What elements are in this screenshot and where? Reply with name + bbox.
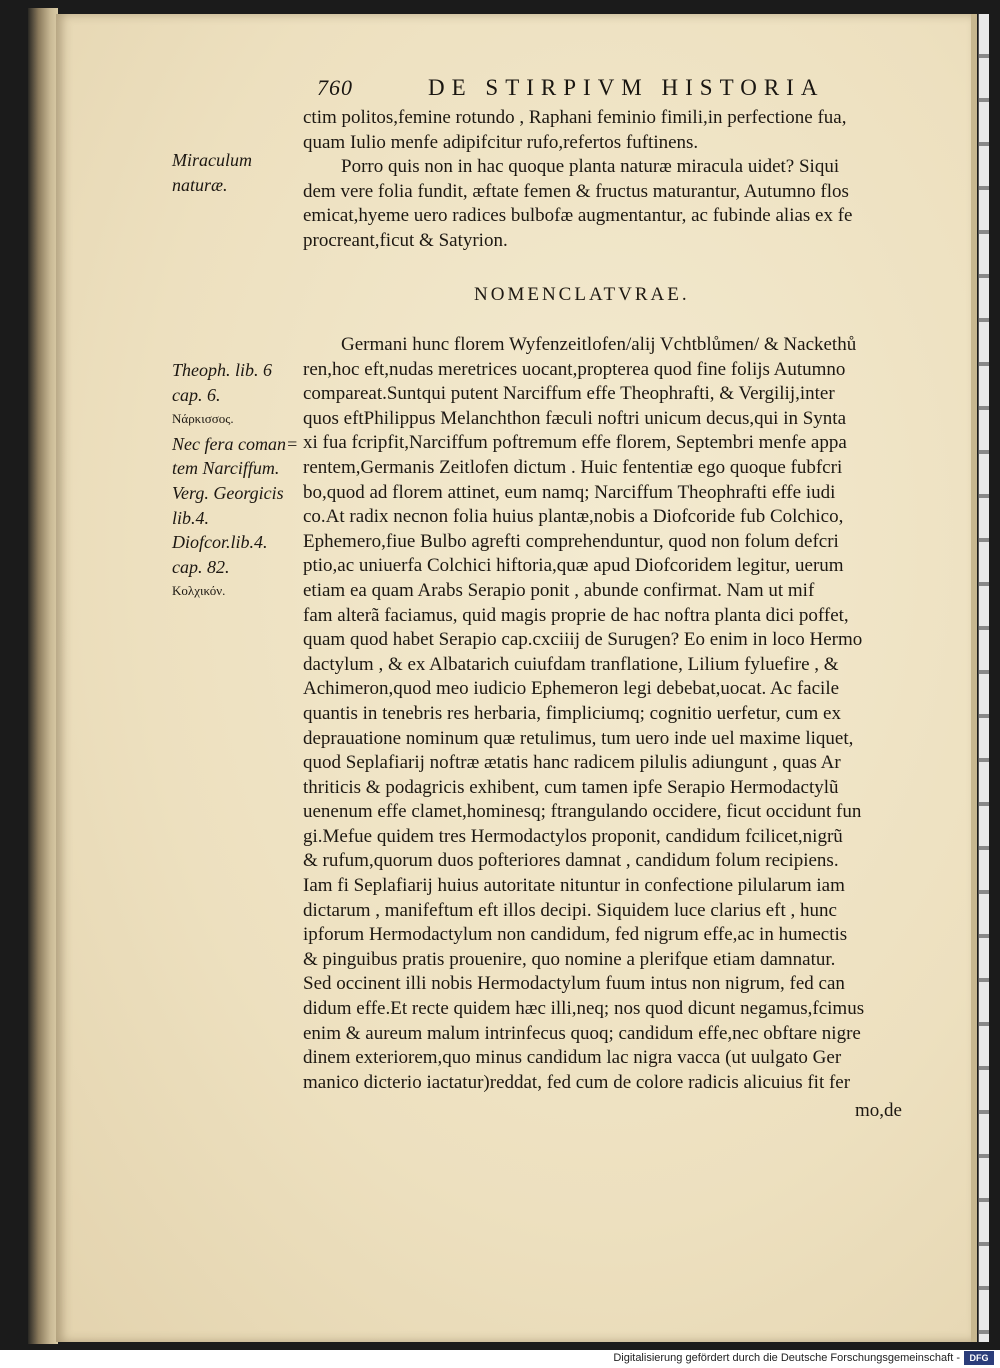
text-line: co.At radix necnon folia huius plantæ,nobis a Diofcoride fub Colchico, [303,506,844,528]
text-line: Porro quis non in hac quoque planta naturæ miracula uidet? Siqui [341,156,840,178]
text-line: deprauatione nominum quæ retulimus, tum uero inde uel maxime liquet, [303,727,854,749]
text-line: ptio,ac uniuerfa Colchici hiftoria,quæ apud Diofcoridem legitur, uerum [303,555,844,577]
text-line: didum effe.Et recte quidem hæc illi,neq; nos quod dicunt negamus,fcimus [303,998,865,1020]
text-line: quantis in tenebris res herbaria, fimpliciumq; cognitio uerfetur, cum ex [303,702,841,724]
marginal-note-miraculum [172,148,252,197]
marginal-line: lib.4. [172,507,210,528]
text-line: dinem exteriorem,quo minus candidum lac nigra vacca (ut uulgato Ger [303,1047,842,1069]
text-line: & rufum,quorum duos pofteriores damnat , candidum folum recipiens. [303,850,839,872]
text-line: Iam fi Seplafiarij huius autoritate nituntur in confectione pilularum iam [303,875,845,897]
text-line: ipforum Hermodactylum non candidum, fed nigrum effe,ac in humectis [303,924,848,946]
text-line: Germani hunc florem Wyfenzeitlofen/alij Vchtblůmen/ & Nackethů [341,334,857,355]
section-heading: NOMENCLATVRAE. [474,284,690,305]
text-line: etiam ea quam Arabs Serapio ponit , abunde confirmat. Nam ut mif [303,579,815,601]
book-spine [28,8,58,1344]
running-head [317,75,845,105]
text-line: enim & aureum malum intrinfecus quoq; candidum effe,nec obftare nigre [303,1022,861,1044]
text-line: dem vere folia fundit, æftate femen & fructus maturantur, Autumno flos [303,180,849,202]
page-edge [971,14,977,1342]
text-line: & pinguibus pratis prouenire, quo nomine a plerifque etiam damnatur. [303,948,836,970]
text-line: rentem,Germanis Zeitlofen dictum . Huic fententiæ ego quoque fubfcri [303,456,843,478]
page-number: 760 [317,75,353,100]
text-line: bo,quod ad florem attinet, eum namq; Narciffum Theophrafti effe iudi [303,481,836,503]
text-line: Ephemero,fiue Bulbo agrefti comprehenduntur, quod non folum defcri [303,530,839,552]
marginal-line: naturæ. [172,174,228,195]
text-line: thriticis & podagricis exhibent, cum tamen ipfe Serapio Hermodactylũ [303,776,839,798]
color-scale-bar [978,14,989,1342]
text-line: quod Seplafiarij noftræ ætatis hanc radicem pilulis adiungunt , quas Ar [303,752,841,774]
marginal-greek: Κολχικόν. [172,583,226,599]
text-line: compareat.Suntqui putent Narciffum effe Theophrafti, & Vergilij,inter [303,383,835,405]
paragraph-top [303,106,958,254]
paragraph-nomenclature [303,333,958,1095]
text-line: Achimeron,quod meo iudicio Ephemeron legi debebat,uocat. Ac facile [303,678,840,700]
marginal-line: Miraculum [172,150,252,170]
marginal-line: Verg. Georgicis [172,482,284,503]
text-line: uenenum effe clamet,hominesq; ftrangulando occidere, ficut occidunt fun [303,801,862,823]
marginal-line: tem Narciffum. [172,458,280,479]
text-line: ctim politos,femine rotundo , Raphani feminio fimili,in perfectione fua, [303,107,847,128]
text-line: ren,hoc eft,nudas meretrices uocant,propterea quod fine folijs Autumno [303,358,846,380]
marginal-greek: Νάρκισσος. [172,411,234,427]
dfg-logo: DFG [964,1351,994,1365]
marginal-line: cap. 6. [172,384,221,405]
marginal-notes-nomenclature [172,358,298,604]
text-line: dictarum , manifeftum eft illos decipi. Siquidem luce clarius eft , hunc [303,899,837,921]
marginal-line: Diofcor.lib.4. [172,532,268,553]
footer-credit: Digitalisierung gefördert durch die Deutsche Forschungsgemeinschaft - [613,1352,960,1364]
text-line: manico dicterio iactatur)reddat, fed cum de colore radicis alicuius fit fer [303,1071,851,1093]
text-line: xi fua fcripfit,Narciffum poftremum effe florem, Septembri menfe appa [303,432,847,454]
text-line: quos eftPhilippus Melanchthon fæculi noftri unicum decus,qui in Synta [303,407,847,429]
catchword: mo,de [855,1100,902,1121]
text-line: fam alterã faciamus, quid magis proprie de hac noftra planta dici poffet, [303,604,849,626]
text-line: dactylum , & ex Albatarich cuiufdam tranflatione, Lilium fyluefire , & [303,653,839,675]
text-line: quam quod habet Serapio cap.cxciiij de Surugen? Eo enim in loco Hermo [303,629,863,651]
marginal-line: cap. 82. [172,556,230,577]
running-title: DE STIRPIVM HISTORIA [428,75,825,100]
text-line: procreant,ficut & Satyrion. [303,229,508,251]
text-line: quam Iulio menfe adipifcitur rufo,refertos fuftinens. [303,131,699,153]
text-line: Sed occinent illi nobis Hermodactylum fuum intus non nigrum, fed can [303,973,845,995]
marginal-line: Nec fera coman= [172,433,299,454]
text-line: gi.Mefue quidem tres Hermodactylos proponit, candidum fcilicet,nigrũ [303,825,843,847]
marginal-line: Theoph. lib. 6 [172,360,273,380]
text-line: emicat,hyeme uero radices bulbofæ augmentantur, ac fubinde alias ex fe [303,205,853,227]
